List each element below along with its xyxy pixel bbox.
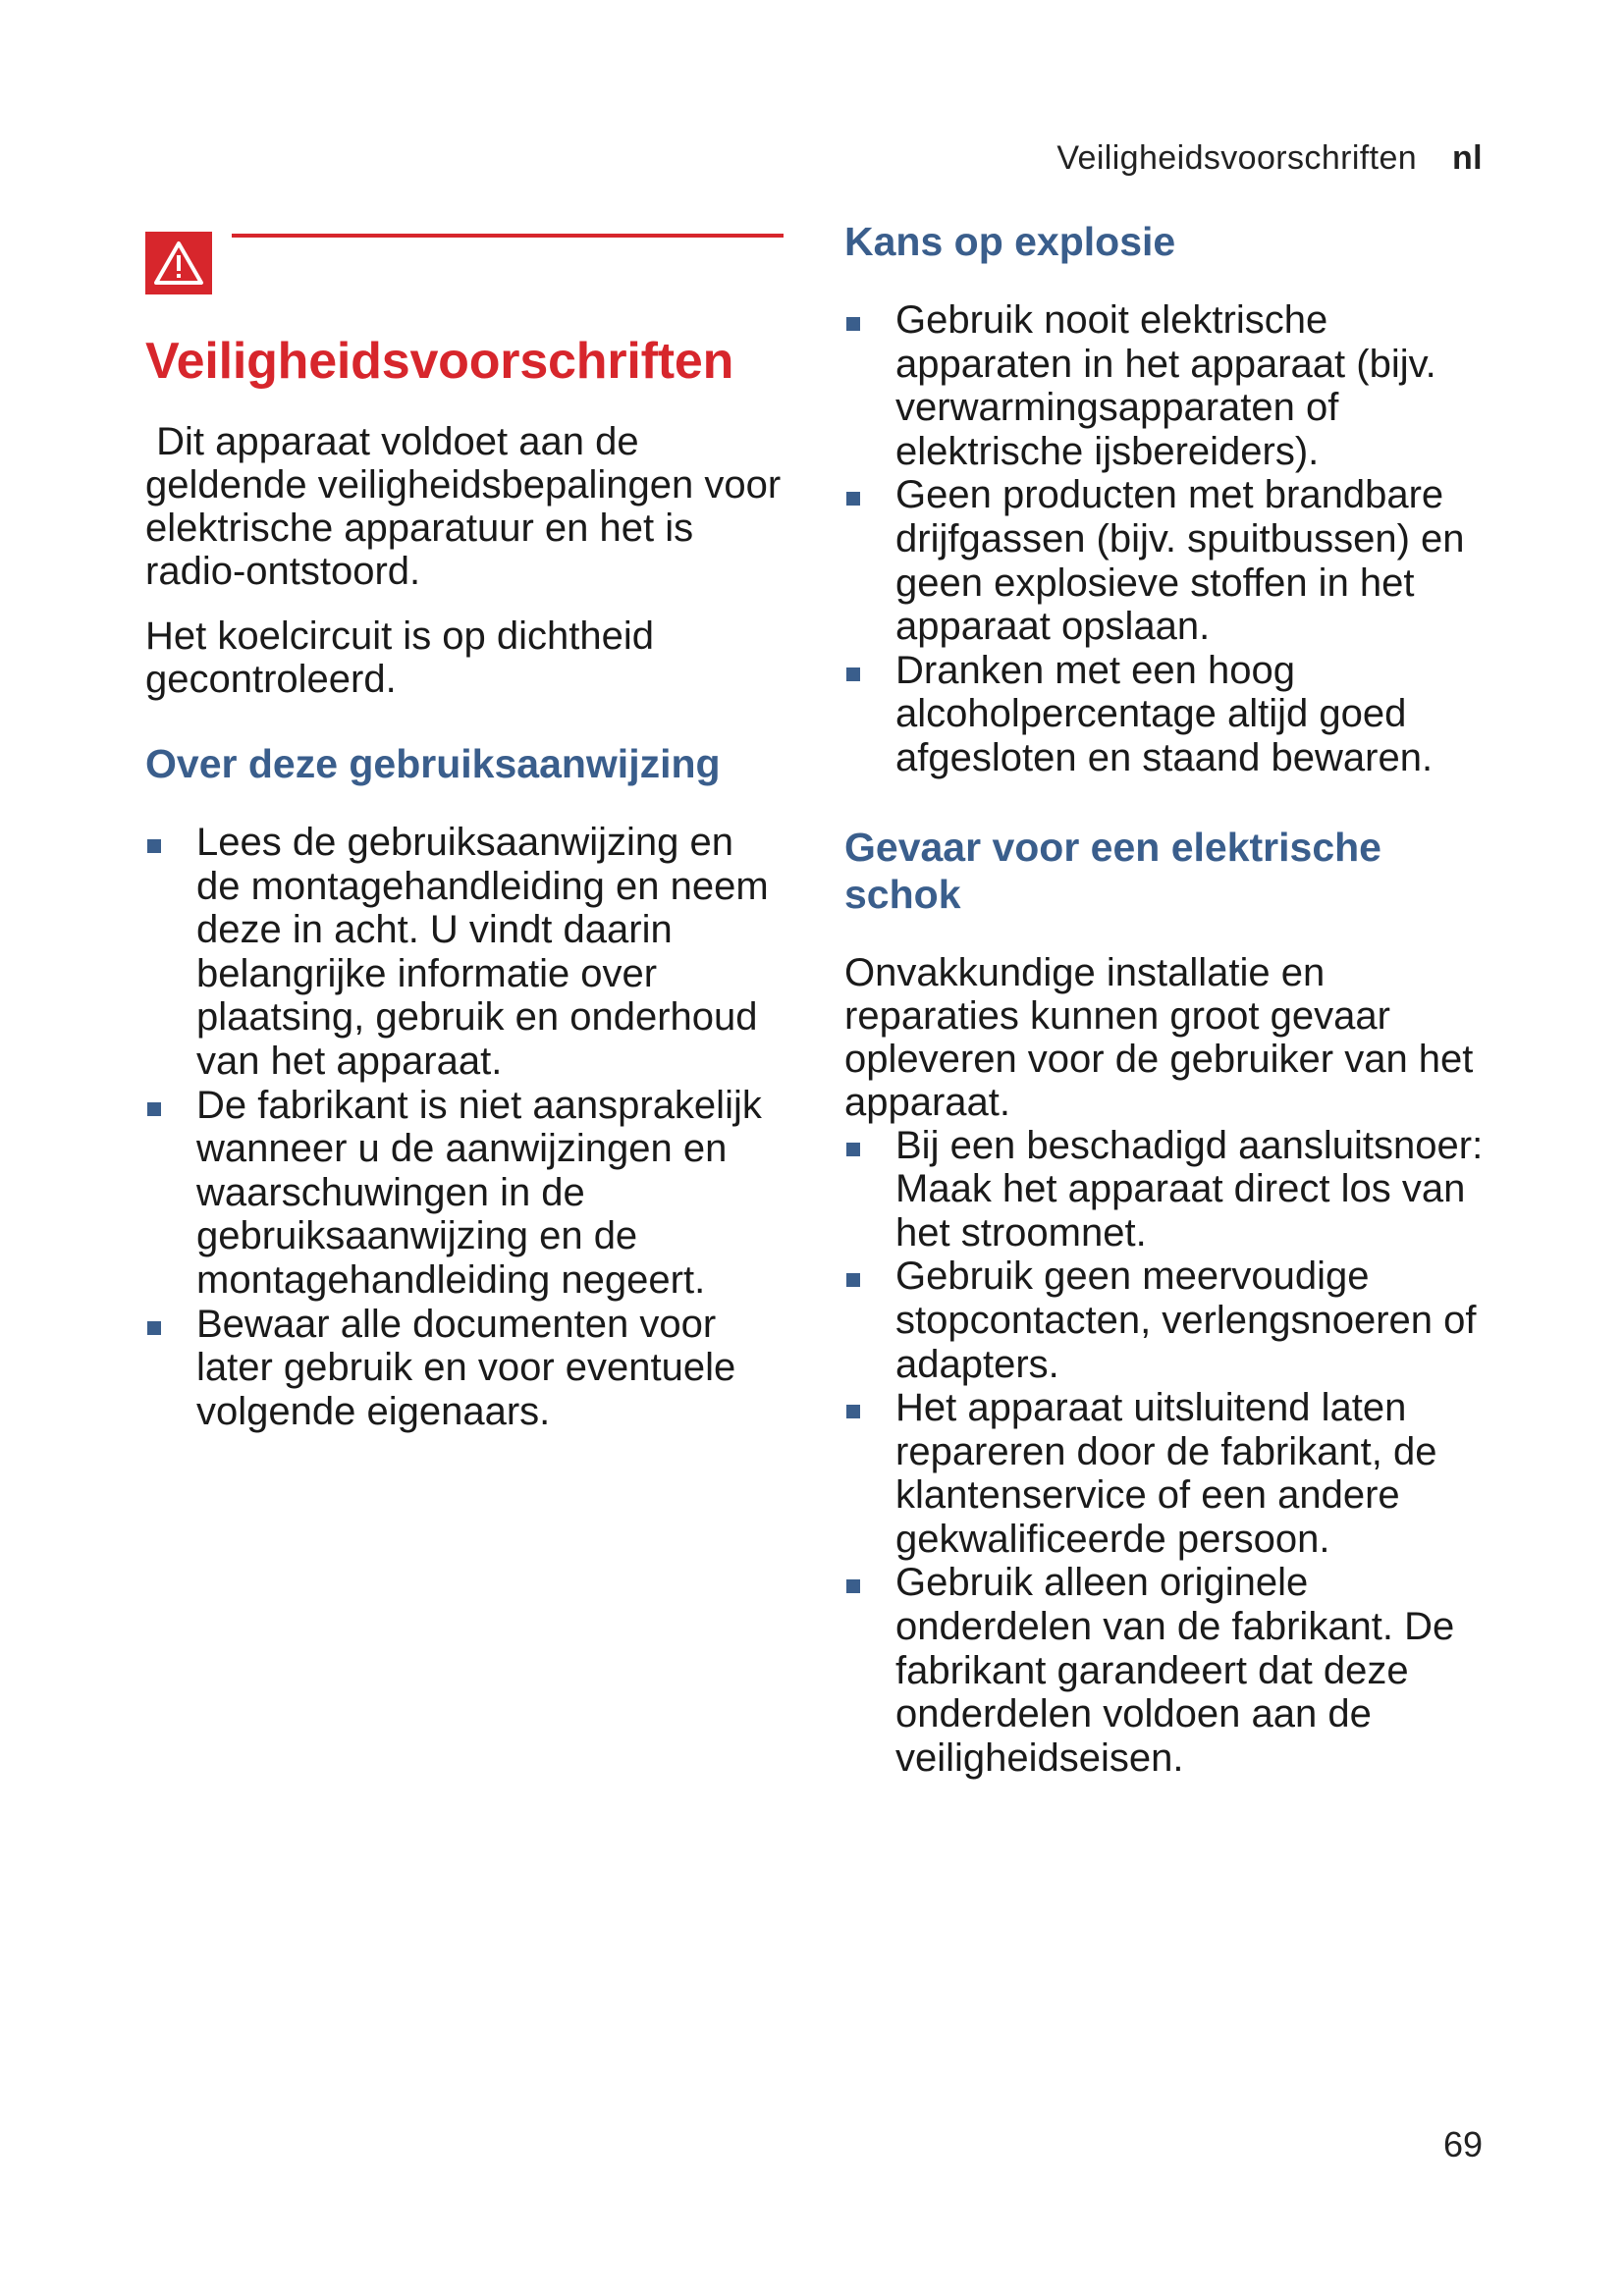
bullet-square-icon	[147, 1102, 161, 1116]
list-item	[145, 1303, 784, 1434]
list-item	[844, 1386, 1492, 1561]
header-language: nl	[1451, 139, 1483, 177]
list-item-text: Dranken met een hoog alcoholpercentage altijd goed afgesloten en staand bewaren.	[895, 648, 1434, 779]
header-section-title: Veiligheidsvoorschriften	[1056, 139, 1418, 177]
list-item	[844, 649, 1492, 780]
bullet-square-icon	[846, 317, 860, 331]
list-item-text: De fabrikant is niet aansprakelijk wanneer u de aanwijzingen en waarschuwingen in de gebruiksaanwijzing en de montagehandleiding negeert.	[196, 1083, 762, 1302]
list-item-text: Bewaar alle documenten voor later gebruik en voor eventuele volgende eigenaars.	[196, 1302, 736, 1433]
right-column	[844, 218, 1492, 1780]
page-header	[1056, 139, 1483, 178]
about-list	[145, 821, 784, 1433]
shock-heading: Gevaar voor een elektrische schok	[844, 824, 1381, 917]
bullet-square-icon	[846, 1579, 860, 1593]
bullet-square-icon	[846, 1273, 860, 1287]
list-item	[844, 473, 1492, 648]
shock-list	[844, 1124, 1492, 1781]
warning-header	[145, 232, 784, 294]
list-item-text: Gebruik alleen originele onderdelen van de fabrikant. De fabrikant garandeert dat deze onderdelen voldoen aan de veiligheidseisen.	[895, 1561, 1455, 1780]
list-item-text: Het apparaat uitsluitend laten repareren door de fabrikant, de klantenservice of een andere gekwalificeerde persoon.	[895, 1386, 1437, 1561]
list-item-text: Gebruik geen meervoudige stopcontacten, verlengsnoeren of adapters.	[895, 1255, 1477, 1386]
bullet-square-icon	[147, 839, 161, 853]
bullet-square-icon	[846, 492, 860, 506]
intro-paragraph-1: Dit apparaat voldoet aan de geldende veiligheidsbepalingen voor elektrische apparatuur en het is radio-ontstoord.	[145, 420, 792, 593]
bullet-square-icon	[147, 1321, 161, 1335]
list-item	[844, 298, 1492, 473]
left-column	[145, 232, 792, 1433]
page-number: 69	[1442, 2124, 1483, 2164]
list-item	[844, 1124, 1492, 1255]
explosion-heading: Kans op explosie	[844, 219, 1176, 264]
bullet-square-icon	[846, 667, 860, 681]
list-item	[844, 1561, 1492, 1780]
bullet-square-icon	[846, 1143, 860, 1156]
intro-paragraph-2: Het koelcircuit is op dichtheid gecontroleerd.	[145, 614, 655, 701]
about-heading: Over deze gebruiksaanwijzing	[145, 741, 721, 786]
page-title: Veiligheidsvoorschriften	[145, 333, 734, 390]
list-item	[145, 1084, 784, 1303]
list-item-text: Lees de gebruiksaanwijzing en de montagehandleiding en neem deze in acht. U vindt daarin belangrijke informatie over plaatsing, gebruik en onderhoud van het apparaat.	[196, 821, 769, 1083]
list-item-text: Geen producten met brandbare drijfgassen (bijv. spuitbussen) en geen explosieve stoffen in het apparaat opslaan.	[895, 473, 1465, 649]
explosion-list	[844, 298, 1492, 780]
shock-intro: Onvakkundige installatie en reparaties kunnen groot gevaar opleveren voor de gebruiker van het apparaat.	[844, 950, 1474, 1124]
list-item	[844, 1255, 1492, 1386]
bullet-square-icon	[846, 1405, 860, 1418]
list-item-text: Gebruik nooit elektrische apparaten in het apparaat (bijv. verwarmingsapparaten of elektrische ijsbereiders).	[895, 298, 1436, 473]
list-item	[145, 821, 784, 1084]
warning-triangle-icon	[145, 232, 212, 294]
list-item-text: Bij een beschadigd aansluitsnoer: Maak het apparaat direct los van het stroomnet.	[895, 1123, 1484, 1255]
title-rule	[232, 234, 784, 238]
